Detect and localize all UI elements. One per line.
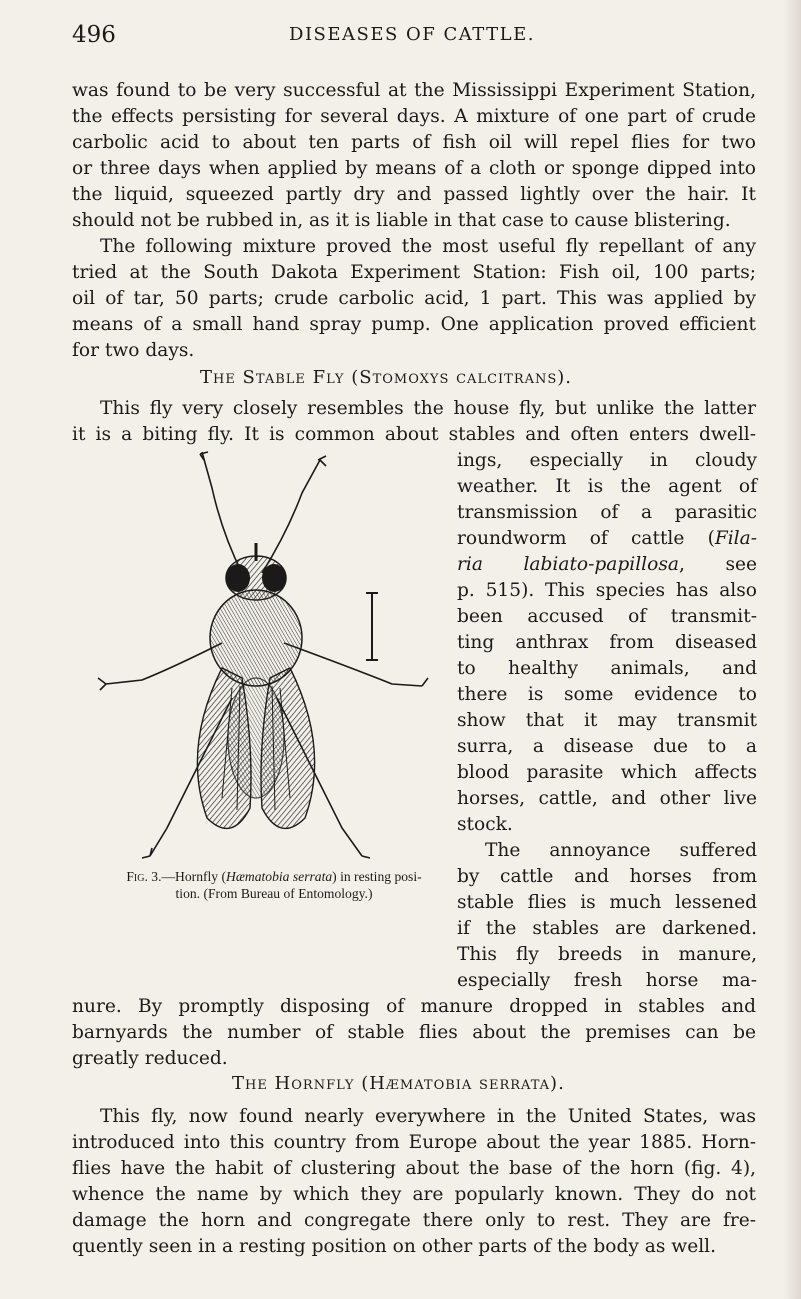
text-line: This fly, now found nearly everywhere in the United States, was — [100, 1106, 756, 1127]
running-head: DISEASES OF CATTLE. — [289, 24, 535, 45]
section-heading-stable-fly: The Stable Fly (Stomoxys calcitrans). — [200, 367, 573, 388]
text-line: for two days. — [72, 340, 195, 361]
figure-caption — [78, 868, 470, 902]
text-line: ria labiato-papillosa, see — [457, 554, 757, 575]
text-line: The annoyance suffered — [485, 840, 757, 861]
caption-line: tion. (From Bureau of Entomology.) — [175, 886, 373, 901]
page-edge-shadow — [783, 0, 801, 1299]
text-line: show that it may transmit — [457, 710, 757, 731]
text-line: the liquid, squeezed partly dry and passed lightly over the hair. It — [72, 184, 756, 205]
text-line: the effects persisting for several days. A mixture of one part of crude — [72, 106, 756, 127]
text-line: should not be rubbed in, as it is liable in that case to cause blistering. — [72, 210, 731, 231]
fly-abdomen — [228, 678, 284, 798]
paragraph-3-column — [457, 448, 757, 838]
text-line: stock. — [457, 814, 513, 835]
text-line: ting anthrax from diseased — [457, 632, 757, 653]
text-line: This fly very closely resembles the house fly, but unlike the latter — [100, 398, 756, 419]
text-line: p. 515). This species has also — [457, 580, 757, 601]
text-line: weather. It is the agent of — [457, 476, 757, 497]
text-line: especially fresh horse ma- — [457, 970, 757, 991]
text-line: transmission of a parasitic — [457, 502, 757, 523]
text-line: oil of tar, 50 parts; crude carbolic acid, 1 part. This was applied by — [72, 288, 756, 309]
page-number: 496 — [72, 22, 116, 48]
paragraph-4-column — [457, 838, 757, 994]
text-line: barnyards the number of stable flies about the premises can be — [72, 1022, 756, 1043]
text-line: to healthy animals, and — [457, 658, 757, 679]
hornfly-drawing — [72, 448, 464, 864]
text-line: nure. By promptly disposing of manure dropped in stables and — [72, 996, 756, 1017]
text-line: ings, especially in cloudy — [457, 450, 757, 471]
paragraph-3-intro — [72, 396, 756, 448]
text-line: by cattle and horses from — [457, 866, 757, 887]
text-line: it is a biting fly. It is common about stables and often enters dwell- — [72, 424, 756, 445]
paragraph-5 — [72, 1104, 756, 1260]
caption-line: Fig. 3.—Hornfly (Hæmatobia serrata) in resting posi- — [126, 869, 422, 884]
text-line: or three days when applied by means of a cloth or sponge dipped into — [72, 158, 756, 179]
text-line: whence the name by which they are popularly known. They do not — [72, 1184, 756, 1205]
section-heading-hornfly: The Hornfly (Hæmatobia serrata). — [232, 1073, 565, 1094]
hornfly-illustration — [72, 448, 464, 864]
text-line: quently seen in a resting position on other parts of the body as well. — [72, 1236, 717, 1257]
paragraph-2 — [72, 234, 756, 364]
text-line: This fly breeds in manure, — [457, 944, 757, 965]
text-line: means of a small hand spray pump. One application proved efficient — [72, 314, 756, 335]
text-line: horses, cattle, and other live — [457, 788, 757, 809]
text-line: surra, a disease due to a — [457, 736, 757, 757]
text-line: been accused of transmit- — [457, 606, 757, 627]
text-line: there is some evidence to — [457, 684, 757, 705]
text-line: roundworm of cattle (Fila- — [457, 528, 757, 549]
text-line: tried at the South Dakota Experiment Station: Fish oil, 100 parts; — [72, 262, 756, 283]
paragraph-1 — [72, 78, 756, 234]
scale-bar — [366, 593, 378, 660]
text-line: damage the horn and congregate there only to rest. They are fre- — [72, 1210, 756, 1231]
text-line: blood parasite which affects — [457, 762, 757, 783]
text-line: was found to be very successful at the Mississippi Experiment Station, — [72, 80, 756, 101]
text-line: flies have the habit of clustering about the base of the horn (fig. 4), — [72, 1158, 756, 1179]
text-line: if the stables are darkened. — [457, 918, 757, 939]
text-line: carbolic acid to about ten parts of fish oil will repel flies for two — [72, 132, 756, 153]
text-line: greatly reduced. — [72, 1048, 228, 1069]
text-line: introduced into this country from Europe about the year 1885. Horn- — [72, 1132, 756, 1153]
text-line: stable flies is much lessened — [457, 892, 757, 913]
text-line: The following mixture proved the most useful fly repellant of any — [100, 236, 756, 257]
page-header — [72, 22, 752, 62]
paragraph-4-end — [72, 994, 756, 1072]
